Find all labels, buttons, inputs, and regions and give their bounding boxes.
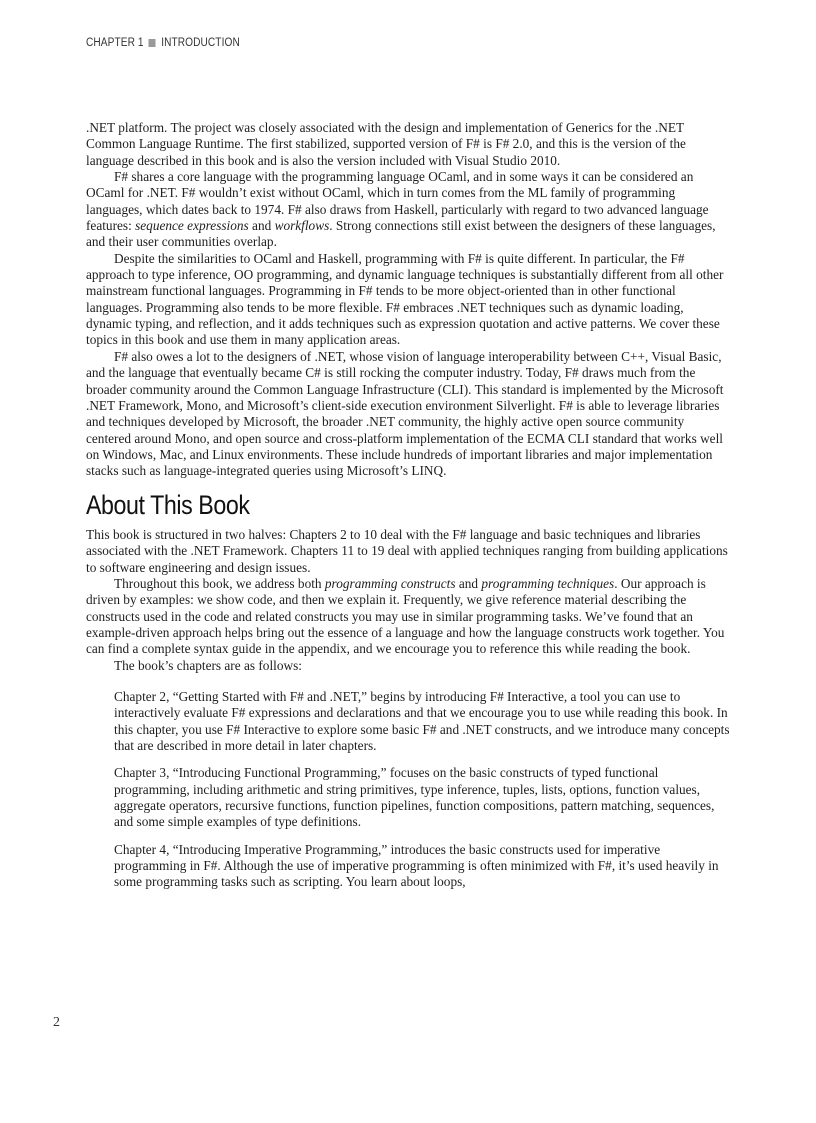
paragraph: The book’s chapters are as follows: <box>114 657 302 673</box>
paragraph-text: . Strong connections still exist between the designers of these languages, and their user communities overlap. <box>86 218 716 250</box>
running-head-chapter: CHAPTER 1 <box>86 37 144 49</box>
paragraph-text: and <box>455 575 482 591</box>
paragraph-text: . Our approach is driven by examples: we show code, and then we explain it. Frequently, we give reference material describing the constructs used in the code and related constructs you may use in similar programming tasks. We’ve found that an example-driven approach helps bring out the essence of a language and how the language constructs work together. You can find a complete syntax guide in the appendix, and we encourage you to reference this while reading the book. <box>86 575 725 657</box>
page-body <box>86 120 731 902</box>
running-head-title: INTRODUCTION <box>161 37 240 49</box>
section-heading: About This Book <box>86 489 250 520</box>
paragraph: F# also owes a lot to the designers of .NET, whose vision of language interoperability between C++, Visual Basic, and the language that eventually became C# is still rocking the computer industry. Today, F# draws much from the broader community around the Common Language Infrastructure (CLI). This standard is implemented by the Microsoft .NET Framework, Mono, and Microsoft’s client-side execution environment Silverlight. F# is able to leverage libraries and techniques developed by Microsoft, the broader .NET community, the highly active open source community centered around Mono, and open source and cross-platform implementation of the ECMA CLI standard that works well on Windows, Mac, and Linux environments. These include hundreds of important libraries and major implementation stacks such as language-integrated queries using Microsoft’s LINQ. <box>86 348 724 479</box>
chapter-summary: Chapter 3, “Introducing Functional Programming,” focuses on the basic constructs of typed functional programming, including arithmetic and string primitives, type inference, tuples, lists, options, function values, aggregate operators, recursive functions, function pipelines, function compositions, pattern matching, sequences, and some simple examples of type definitions. <box>114 765 715 830</box>
paragraph-text: and <box>248 218 275 234</box>
chapter-summary: Chapter 2, “Getting Started with F# and .NET,” begins by introducing F# Interactive, a tool you can use to interactively evaluate F# expressions and declarations and that we encourage you to use while reading this book. In this chapter, you use F# Interactive to explore some basic F# and .NET constructs, and we introduce many concepts that are described in more detail in later chapters. <box>114 689 730 754</box>
emphasis-term: workflows <box>274 218 330 234</box>
emphasis-term: programming constructs <box>324 575 456 591</box>
paragraph: Despite the similarities to OCaml and Haskell, programming with F# is quite different. In particular, the F# approach to type inference, OO programming, and dynamic language techniques is substantially different from all other mainstream functional languages. Programming in F# tends to be more object-oriented than in other functional languages. Programming also tends to be more flexible. F# embraces .NET techniques such as dynamic loading, dynamic typing, and reflection, and it adds techniques such as expression quotation and active patterns. We cover these topics in this book and use them in many application areas. <box>86 250 724 348</box>
running-head <box>86 37 240 49</box>
paragraph-text: Throughout this book, we address both <box>114 575 325 591</box>
chapter-summary: Chapter 4, “Introducing Imperative Programming,” introduces the basic constructs used for imperative programming in F#. Although the use of imperative programming is often minimized with F#, it’s used heavily in some programming tasks such as scripting. You learn about loops, <box>114 841 719 890</box>
page-number: 2 <box>53 1015 60 1030</box>
emphasis-term: sequence expressions <box>135 218 249 234</box>
paragraph <box>86 576 731 658</box>
chapter-list <box>114 689 731 891</box>
paragraph-text: F# shares a core language with the programming language OCaml, and in some ways it can be considered an OCaml for .NET. F# wouldn’t exist without OCaml, which in turn comes from the ML family of programming languages, which dates back to 1974. F# also draws from Haskell, particularly with regard to two advanced language features: <box>86 169 709 234</box>
paragraph: .NET platform. The project was closely associated with the design and implementation of Generics for the .NET Common Language Runtime. The first stabilized, supported version of F# is F# 2.0, and this is the version of the language described in this book and is also the version included with Visual Studio 2010. <box>86 120 686 168</box>
emphasis-term: programming techniques <box>481 575 615 591</box>
separator-square-icon <box>149 39 156 47</box>
paragraph <box>86 169 731 251</box>
paragraph: This book is structured in two halves: Chapters 2 to 10 deal with the F# language and basic techniques and libraries associated with the .NET Framework. Chapters 11 to 19 deal with applied techniques ranging from building applications to software engineering and design issues. <box>86 526 728 575</box>
